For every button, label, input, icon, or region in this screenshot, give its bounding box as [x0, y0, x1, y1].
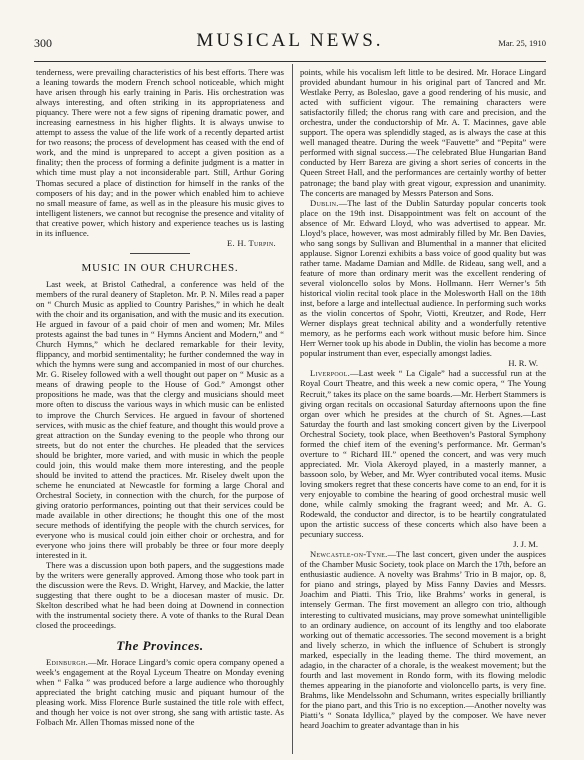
liverpool-text: —Last week “ La Cigale” had a successful run at the Royal Court Theatre, and this week a new comic opera, “ The Young Recruit,” takes its place on the same boards.—Mr. Herbert Stammers is giving organ recitals on occasional Saturday afternoons upon the fine organ over which he presides at the church of St. Agnes.—Last Saturday the fourth and last smoking concert given by the Liverpool Orchestral Society, took place, when Beethoven’s Pastoral Symphony formed the chief item of the evening’s performance. Mr. German’s overture to “ Richard III.” opened the concert, and was very much appreciated. Mr. Viola Akeroyd played, in a masterly manner, a bassoon solo, by Weber, and Mr. Wyer contributed vocal items. Music loving smokers regret that these concerts have come to an end, for it is very enjoyable to combine the hearing of good orchestral music well done, while calmly smoking the fragrant weed; and Mr. A. G. Rodewald, the conductor and director, is to be heartily congratulated upon the artistic success of these concerts which also have been a pecuniary success. — [300, 368, 546, 540]
liverpool-lead: Liverpool. — [310, 368, 351, 379]
bristol-conference-paragraph: Last week, at Bristol Cathedral, a conference was held of the members of the rural deanery of Stapleton. Mr. P. N. Miles read a paper on “ Church Music as applied to Country Parishes,” in which he dealt with the choir and its organisation, and with the music and its execution. He argued in favour of a paid choir of men and women; Mr. Miles protests against the bad tunes in “ Hymns Ancient and Modern,” and “ Church Hymns,” which he declared remarkable for their levity, flippancy, and morbid sentimentality; he further condemned the way in which the hymns were sung and accompanied in most of our churches. Mr. G. Riseley followed with a well thought out paper on “ Music as a means of drawing people to the House of God.” Amongst other propositions he made, was that the clergy and musicians should meet more often to discuss the various ways in which music can be enlisted to improve the Church Services. He argued in favour of shortened services, with music as the chief feature, and thought this would prove a great attraction on the Sunday evening to the people who throng our streets, but do not enter the churches. He pleaded that the services should be brighter, more varied, and with music in which the people could join, this would make them more interesting, and the people should be invited to attend the practices. Mr. Riseley dwelt upon the scheme he enunciated at Newcastle for forming a large Choral and Orchestral Society, in connection with the church, for the purpose of giving oratorio performances, pointing out that their services could be made available in other directions; he thought this one of the most secure methods of identifying the people with the church services, for everyone who is musical could join either choir or orchestra, and for everyone who joins there will probably be three or four more deeply interested in it. — [36, 278, 284, 561]
thomas-article-ending: tenderness, were prevailing characteristics of his best efforts. There was a leaning towards the modern French school noticeable, which might have arisen through his early training in Paris. His orchestration was always interesting, and often striking in its appropriateness and piquancy. There were not a few signs of ripening dramatic power, and increasing earnestness in his higher flights. It is always unwise to attempt to assess the value of the life work of a recently departed artist for two reasons; the process of development has ceased with the end of work, and the mind is unprepared to accept a given position as a finality; then the process of forming a definite judgment is a matter in which time must play a not inconsiderable part. Still, Arthur Goring Thomas secured a place of distinction for himself in the ranks of the composers of his day; and in the power which enabled him to achieve no small measure of fame, as well as in the pleasure his music gives to intelligent listeners, we cannot but recognise the presence and vitality of that creative power, which history and experience teaches us is lasting in its influence. — [36, 67, 284, 238]
newcastle-lead: Newcastle-on-Tyne. — [310, 549, 388, 560]
dublin-lead: Dublin. — [310, 197, 339, 208]
newcastle-paragraph — [300, 549, 546, 730]
right-column — [300, 67, 546, 730]
edinburgh-paragraph — [36, 657, 284, 727]
edinburgh-text: —Mr. Horace Lingard’s comic opera company opened a week’s engagement at the Royal Lyceum Theatre on Monday evening when “ Falka ” was produced before a large audience who thoroughly appreciated the bright catching music and piquant humour of the pleasing work. Miss Florence Burle sustained the title role with effect, and though her voice is not over strong, she sang with artistic taste. As Folbach Mr. Allen Thomas missed none of the — [36, 656, 284, 727]
header-rule — [34, 61, 546, 62]
thomas-article-signature: E. H. Turpin. — [226, 237, 276, 248]
dublin-signature: H. R. W. — [508, 358, 538, 369]
liverpool-paragraph — [300, 368, 546, 539]
churches-section-heading: MUSIC IN OUR CHURCHES. — [81, 261, 239, 274]
newcastle-text: —The last concert, given under the auspices of the Chamber Music Society, took place on March the 17th, before an enthusiastic audience. A novelty was Brahms’ Trio in B major, op. 8, for piano and strings, played by Miss Fanny Davies and Messrs. Joachim and Piatti. This Trio, like Brahms’ works in general, is intensely German. The first movement an allegro con trio, although interesting to cultivated musicians, may prove somewhat unintelligible to an ordinary audience, on account of its lengthy and too elaborate working out of thematic accessories. The second movement is a bright and lively scherzo, in which the influence of Schubert is strongly marked, especially in the leading theme. The third movement, an adagio, in the character of a chorale, is the weakest movement; but the fourth and last movement in Rondo form, with its flowing melodic themes appearing in the pianoforte and violoncello parts, is very fine. Brahms, like Mendelssohn and Schumann, writes especially brilliantly for the piano part, and this Trio is no exception.—Another novelty was Piatti’s “ Sonata Idyllica,” played by the composer. We have never heard Joachim to greater advantage than in his — [300, 549, 546, 731]
provinces-section-heading: The Provinces. — [116, 637, 204, 653]
publication-title: MUSICAL NEWS. — [196, 30, 384, 51]
column-divider — [292, 64, 293, 754]
dublin-paragraph — [300, 198, 546, 359]
edinburgh-lead: Edinburgh. — [46, 656, 89, 667]
left-column — [36, 67, 284, 727]
page-number: 300 — [34, 36, 52, 50]
section-rule — [130, 253, 190, 254]
page-header — [34, 30, 546, 56]
issue-date: Mar. 25, 1910 — [498, 38, 546, 48]
liverpool-signature: J. J. M. — [513, 539, 538, 550]
edinburgh-continuation: points, while his vocalism left little to be desired. Mr. Horace Lingard provided abundant humour in his original part of Tancred and Mr. Westlake Perry, as Boleslao, gave a good rendering of his music, and acted with sufficient vigour. The remaining characters were satisfactorily filled; the chorus rang with care and precision, and the orchestra, under the conductorship of Mr. A. T. Macinnes, gave able support. The opera was splendidly staged, as is always the case at this well managed theatre. During the week “Fauvette” and “Pepita” were performed with signal success.—The celebrated Blue Hungarian Band conducted by Herr Bareza are giving a short series of concerts in the Queen Street Hall, and the performances are certainly worthy of better patronage; the band play with great vigour, expression and unanimity. The concerts are managed by Messrs Paterson and Sons. — [300, 67, 546, 198]
discussion-paragraph: There was a discussion upon both papers, and the suggestions made by the writers were generally approved. Among those who took part in the discussion were the Revs. D. Wright, Harvey, and Mackie, the latter suggesting that there ought to be a diocesan master of music. Dr. Skelton described what he had been doing at Downend in connection with the instrumental society there. A vote of thanks to the Rural Dean closed the proceedings. — [36, 560, 284, 631]
dublin-text: —The last of the Dublin Saturday popular concerts took place on the 19th inst. Disappointment was felt on account of the absence of Mr. Edward Lloyd, who was advertised to appear. Mr. Lloyd’s place, however, was most admirably filled by Mr. Ben Davies, who sang songs by Sullivan and Blumenthal in a manner that elicited applause. Signor Lorenzi exhibits a bass voice of good quality but was rather tame. Madame Damian and Mdlle. de Rideau, sang well, and a feature of more than ordinary merit was the excellent rendering of several violoncello solos by Mons. Hollmann. Herr Werner’s 5th historical violin recital took place in the Molesworth Hall on the 18th inst, before a large and intellectual audience. In performing such works as the violin concertos of Spohr, Viotti, Kreutzer, and Rode, Herr Werner displays great technical ability and a wonderfully retentive memory, as he performs each work without music before him. Since Herr Werner took up his abode in Dublin, the violin has become a more popular instrument than ever, especially amongst ladies. — [300, 197, 546, 359]
